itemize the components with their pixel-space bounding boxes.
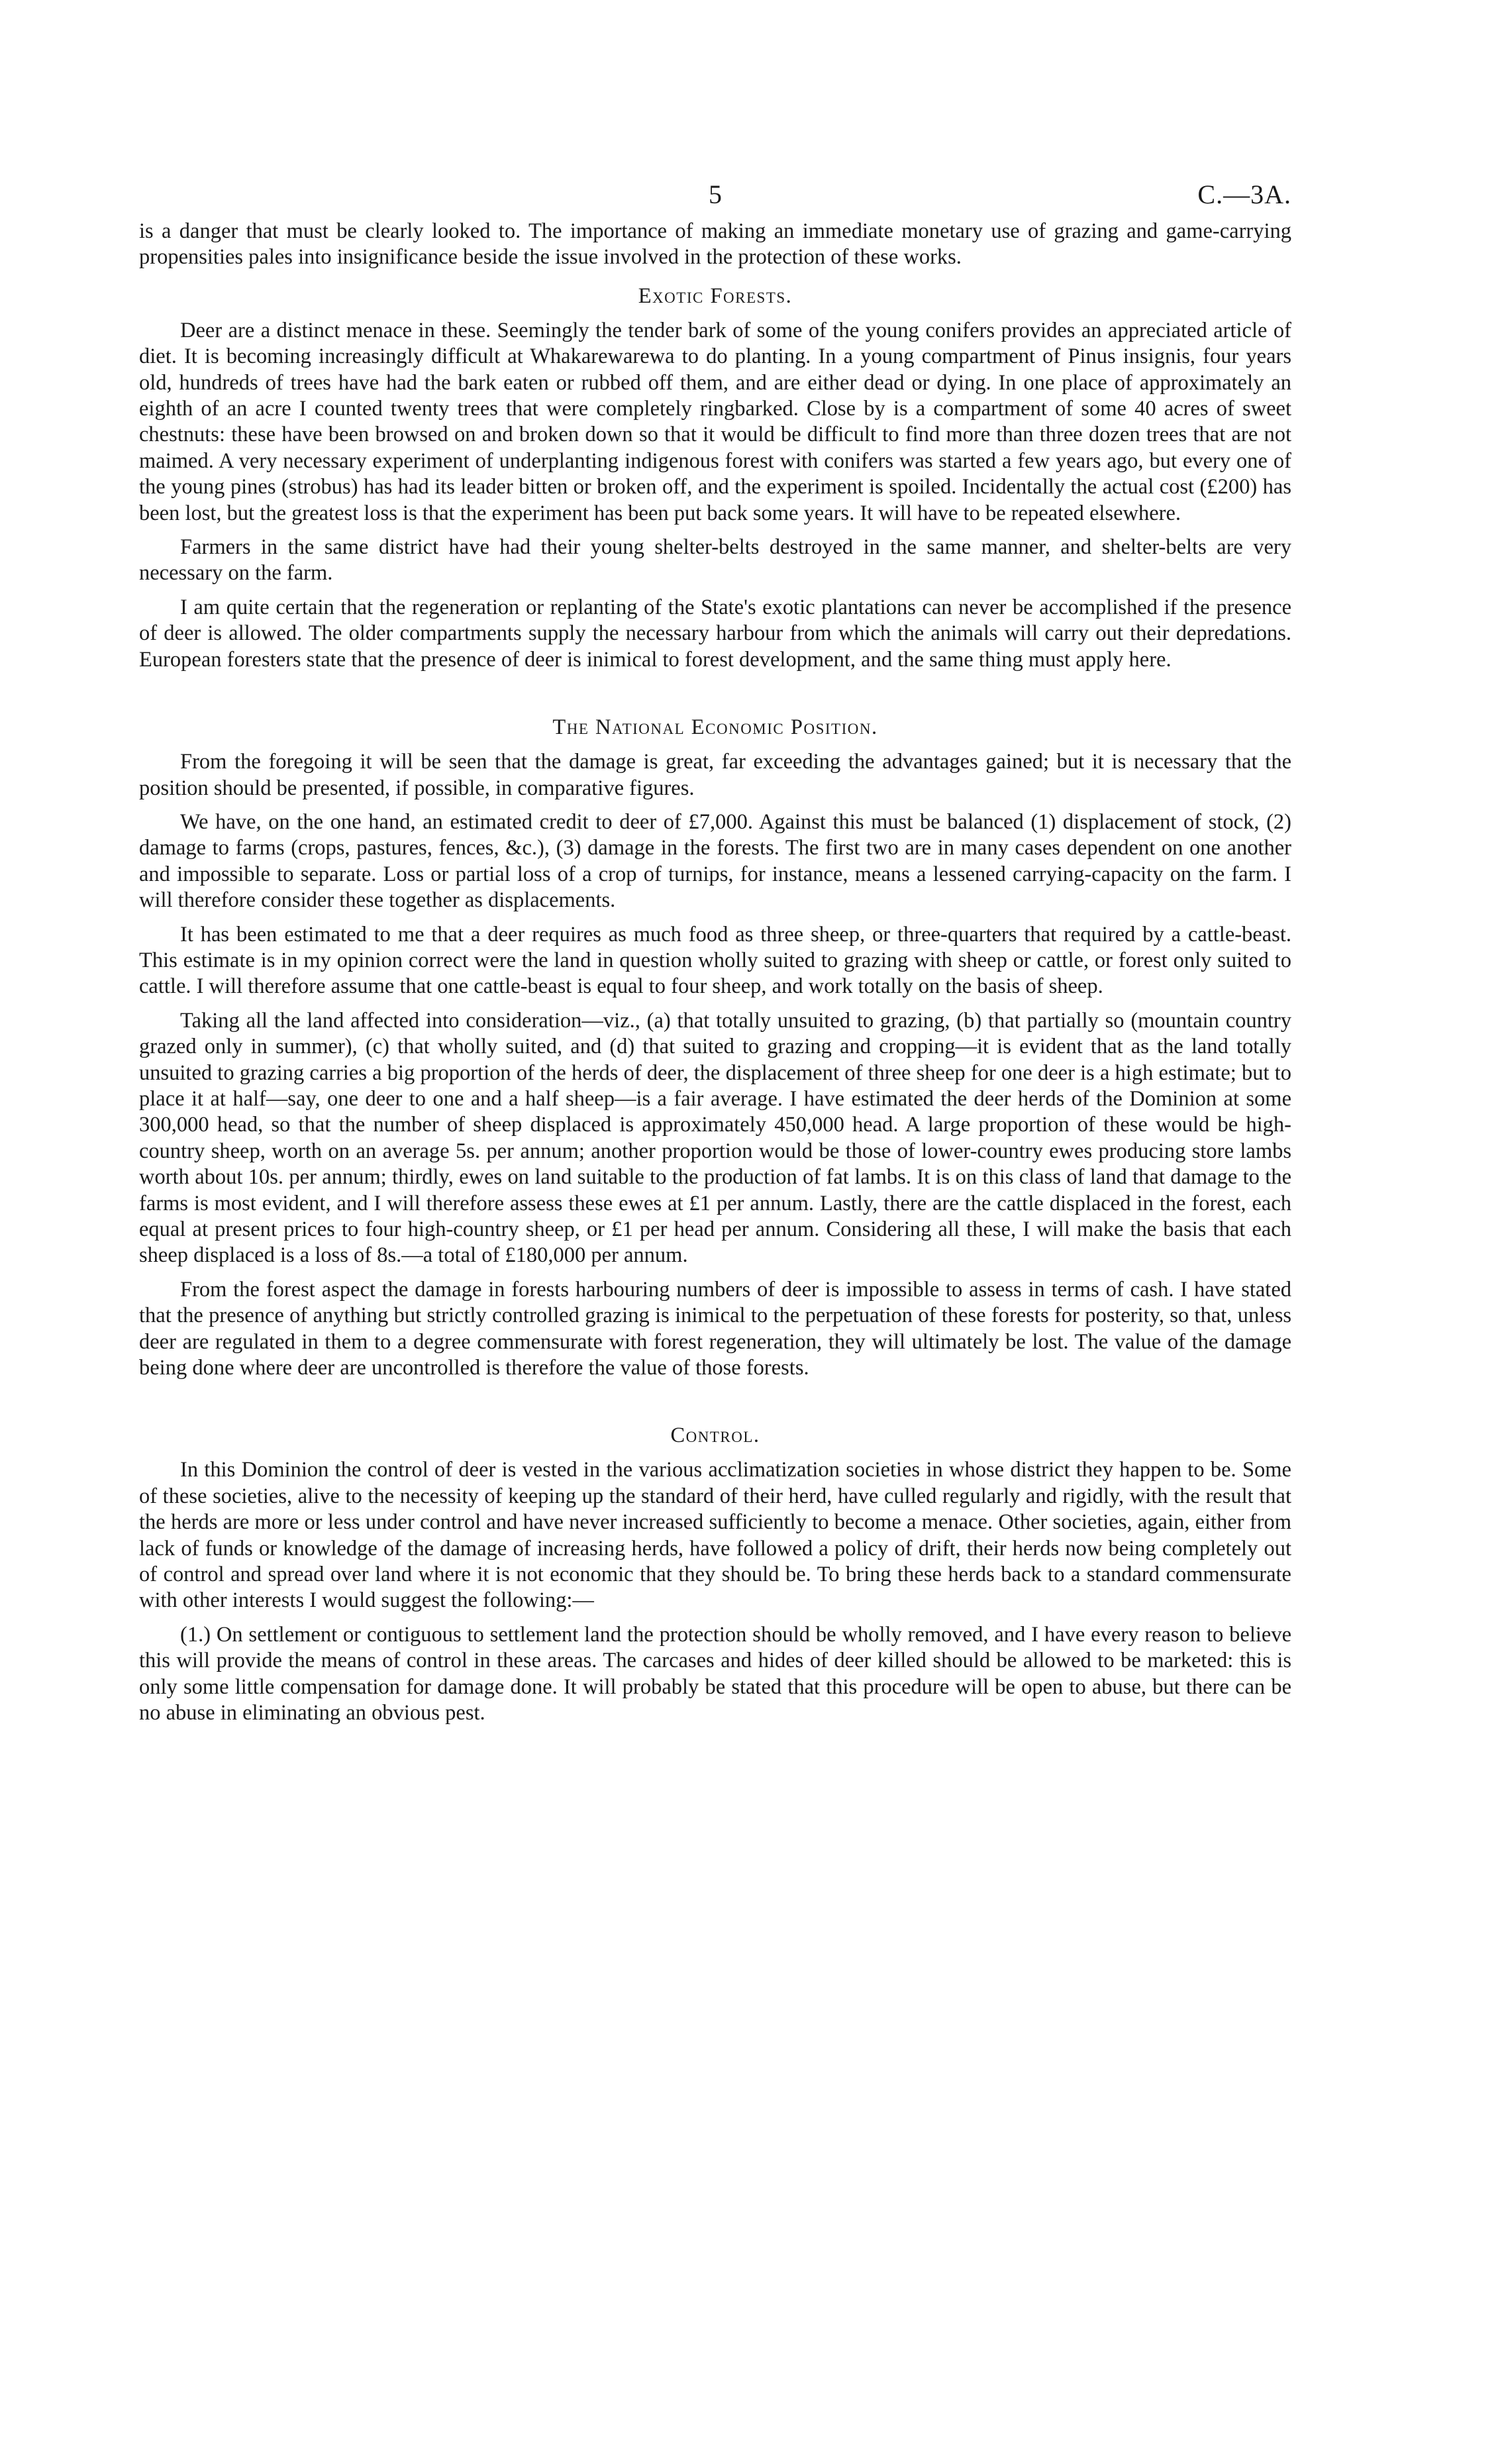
section-heading-economic-position: The National Economic Position. [552,715,878,740]
paragraph-control-item-1: (1.) On settlement or contiguous to settlement land the protection should be wholly removed, and I have every reason to believe this will provide the means of control in these areas. The carcases and hides of deer killed should be allowed to be marketed: this is only some little compensation for damage done. It will probably be stated that this procedure will be open to abuse, but there can be no abuse in eliminating an obvious pest. [139,1622,1291,1725]
paragraph-economic-2: We have, on the one hand, an estimated credit to deer of £7,000. Against this must be balanced (1) displacement of stock, (2) damage to farms (crops, pastures, fences, &c.), (3) damage in the forests. The first two are in many cases dependent on one another and impossible to separate. Loss or partial loss of a crop of turnips, for instance, means a lessened carrying-capacity on the farm. I will therefore consider these together as displacements. [139,809,1291,913]
paragraph-exotic-forests-3: I am quite certain that the regeneration or replanting of the State's exotic plantations can never be accomplished if the presence of deer is allowed. The older compartments supply the necessary harbour from which the animals will carry out their depredations. European foresters state that the presence of deer is inimical to forest development, and the same thing must apply here. [139,595,1291,672]
section-heading-exotic-forests: Exotic Forests. [638,283,793,308]
paragraph-exotic-forests-1: Deer are a distinct menace in these. Seemingly the tender bark of some of the young conifers provides an appreciated article of diet. It is becoming increasingly difficult at Whakarewarewa to do planting. In a young compartment of Pinus insignis, four years old, hundreds of trees have had the bark eaten or rubbed off them, and are either dead or dying. In one place of approximately an eighth of an acre I counted twenty trees that were completely ringbarked. Close by is a compartment of some 40 acres of sweet chestnuts: these have been browsed on and broken down so that it would be difficult to find more than three dozen trees that are not maimed. A very necessary experiment of underplanting indigenous forest with conifers was started a few years ago, but every one of the young pines (strobus) has had its leader bitten or broken off, and the experiment is spoiled. Incidentally the actual cost (£200) has been lost, but the greatest loss is that the experiment has been put back some years. It will have to be repeated elsewhere. [139,318,1291,525]
section-heading-control: Control. [670,1423,760,1448]
paragraph-economic-5: From the forest aspect the damage in forests harbouring numbers of deer is impossible to assess in terms of cash. I have stated that the presence of anything but strictly controlled grazing is inimical to the perpetuation of these forests for posterity, so that, unless deer are regulated in them to a degree commensurate with forest regeneration, they will ultimately be lost. The value of the damage being done where deer are uncontrolled is therefore the value of those forests. [139,1277,1291,1380]
page-header [139,179,1291,219]
paragraph-economic-4: Taking all the land affected into consideration—viz., (a) that totally unsuited to grazing, (b) that partially so (mountain country grazed only in summer), (c) that wholly suited, and (d) that suited to grazing and cropping—it is evident that as the land totally unsuited to grazing carries a big proportion of the herds of deer, the displacement of three sheep for one deer is a high estimate; but to place it at half—say, one deer to one and a half sheep—is a fair average. I have estimated the deer herds of the Dominion at some 300,000 head, so that the number of sheep displaced is approximately 450,000 head. A large proportion of these would be high-country sheep, worth on an average 5s. per annum; another proportion would be those of lower-country ewes producing store lambs worth about 10s. per annum; thirdly, ewes on land suitable to the production of fat lambs. It is on this class of land that damage to the farms is most evident, and I will therefore assess these ewes at £1 per annum. Lastly, there are the cattle displaced in the forest, each equal at present prices to four high-country sheep, or £1 per head per annum. Considering all these, I will make the basis that each sheep displaced is a loss of 8s.—a total of £180,000 per annum. [139,1008,1291,1268]
document-reference: C.—3A. [1197,180,1291,209]
paragraph-exotic-forests-2: Farmers in the same district have had their young shelter-belts destroyed in the same manner, and shelter-belts are very necessary on the farm. [139,535,1291,586]
paragraph-continuation: is a danger that must be clearly looked to. The importance of making an immediate monetary use of grazing and game-carrying propensities pales into insignificance beside the issue involved in the protection of these works. [139,219,1291,270]
paragraph-economic-1: From the foregoing it will be seen that the damage is great, far exceeding the advantages gained; but it is necessary that the position should be presented, if possible, in comparative figures. [139,750,1291,800]
page-number: 5 [709,180,722,209]
paragraph-economic-3: It has been estimated to me that a deer requires as much food as three sheep, or three-quarters that required by a cattle-beast. This estimate is in my opinion correct were the land in question wholly suited to grazing with sheep or cattle, or forest only suited to cattle. I will therefore assume that one cattle-beast is equal to four sheep, and work totally on the basis of sheep. [139,922,1291,999]
paragraph-control-1: In this Dominion the control of deer is vested in the various acclimatization societies in whose district they happen to be. Some of these societies, alive to the necessity of keeping up the standard of their herd, have culled regularly and rigidly, with the result that the herds are more or less under control and have never increased sufficiently to become a menace. Other societies, again, either from lack of funds or knowledge of the damage of increasing herds, have followed a policy of drift, their herds now being completely out of control and spread over land where it is not economic that they should be. To bring these herds back to a standard commensurate with other interests I would suggest the following:— [139,1458,1291,1613]
document-page [139,179,1291,1727]
